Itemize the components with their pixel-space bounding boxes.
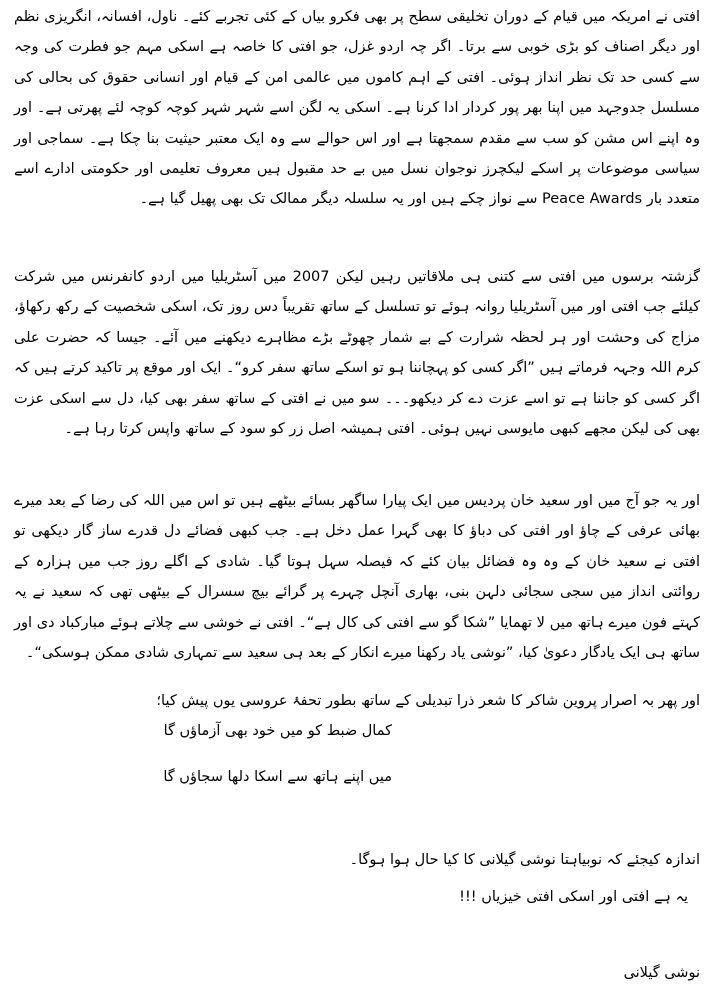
paragraph-3 <box>14 486 700 668</box>
closing-line-2: یہ ہے افتی اور اسکی افتی خیزیاں !!! <box>459 889 688 905</box>
paragraph-1-text: افتی نے امریکہ میں قیام کے دوران تخلیقی سطح پر بھی فکرو بیاں کے کئی تجربے کئے۔ ناول، افسانہ، انگریزی نظم اور دیگر اصناف کو بڑی خوبی سے برتا۔ اگر چہ اردو غزل، جو افتی کا خاصہ ہے اسکی مہم جو فطرت کی وجہ سے کسی حد تک نظر انداز ہوئی۔ افتی کے اہم کاموں میں عالمی امن کے قیام اور انسانی حقوق کی بحالی کی مسلسل جدوجہد میں اپنا بھر پور کردار ادا کرنا ہے۔ اسکی یہ لگن اسے شہر شہر کوچہ کوچہ لئے پھرتی ہے۔ اور وہ اپنے اس مشن کو سب سے مقدم سمجھتا ہے اور اس حوالے سے وہ ایک معتبر حیثیت بنا چکا ہے۔ سماجی اور سیاسی موضوعات پر اسکے لیکچرز نوجوان نسل میں بے حد مقبول ہیں معروف تعلیمی اور حکومتی ادارے اسے متعدد بار Peace Awards سے نواز چکے ہیں اور یہ سلسلہ دیگر ممالک تک بھی پھیل گیا ہے۔ <box>14 9 700 208</box>
paragraph-2-text: گزشتہ برسوں میں افتی سے کتنی ہی ملاقاتیں رہیں لیکن 2007 میں آسٹریلیا میں اردو کانفرنس میں شرکت کیلئے جب افتی اور میں آسٹریلیا روانہ ہوئے تو تسلسل کے ساتھ تقریباً دس روز تک، اسکی شخصیت کے رکھ رکھاؤ، مزاج کی وحشت اور ہر لحظہ شرارت کے بے شمار چھوٹے بڑے مظاہرے دیکھنے میں آئے۔ جیسا کہ حضرت علی کرم اللہ وجہہ فرماتے ہیں ”اگر کسی کو پہچاننا ہو تو اسکے ساتھ سفر کرو“۔ ایک اور موقع پر تاکید کرتے ہیں کہ اگر کسی کو جاننا ہے تو اسے عزت دے کر دیکھو۔۔۔ سو میں نے افتی کے ساتھ سفر بھی کیا، دل سے اسکی عزت بھی کی لیکن مجھے کبھی مایوسی نہیں ہوئی۔ افتی ہمیشہ اصل زر کو سود کے ساتھ واپس کرتا رہا ہے۔ <box>14 269 700 438</box>
paragraph-3-text: اور یہ جو آج میں اور سعید خان پردیس میں ایک پیارا ساگھر بسائے بیٹھے ہیں تو اس میں اللہ کی رضا کے بعد میرے بھائی عرفی کے چاؤ اور افتی کی دباؤ کا بھی گہرا عمل دخل ہے۔ جب کبھی فضائے دل قدرے ساز گار دیکھی تو افتی نے سعید خان کے وہ وہ فضائل بیان کئے کہ فیصلہ سہل ہوتا گیا۔ شادی کے اگلے روز جب میں ہزارہ کے روائتی انداز میں سجی سجائی دلہن بنی، بھاری آنچل چہرے پر گرائے بیچ سسرال کے بیٹھی تھی کہ سعید نے یہ کہتے فون میرے ہاتھ میں لا تھمایا ”شکا گو سے افتی کی کال ہے“۔ افتی نے خوشی سے چلاتے ہوئے مبارکباد دی اور ساتھ ہی ایک یادگار دعویٰ کیا، ”نوشی یاد رکھنا میرے انکار کے بعد ہی سعید سے تمہاری شادی ممکن ہوسکی“۔ <box>14 493 700 662</box>
verse-line-2: میں اپنے ہاتھ سے اسکا دلھا سجاؤں گا <box>163 769 392 785</box>
paragraph-1 <box>14 2 700 215</box>
poem-intro: اور پھر بہ اصرار پروین شاکر کا شعر ذرا تبدیلی کے ساتھ بطور تحفۂ عروسی یوں پیش کیا؛ <box>156 693 700 709</box>
author-signature: نوشی گیلانی <box>623 965 700 981</box>
paragraph-2 <box>14 262 700 444</box>
verse-line-1: کمال ضبط کو میں خود بھی آزماؤں گا <box>163 723 392 739</box>
closing-line-1: اندازہ کیجئے کہ نوبیاہتا نوشی گیلانی کا کیا حال ہوا ہوگا۔ <box>349 852 700 868</box>
